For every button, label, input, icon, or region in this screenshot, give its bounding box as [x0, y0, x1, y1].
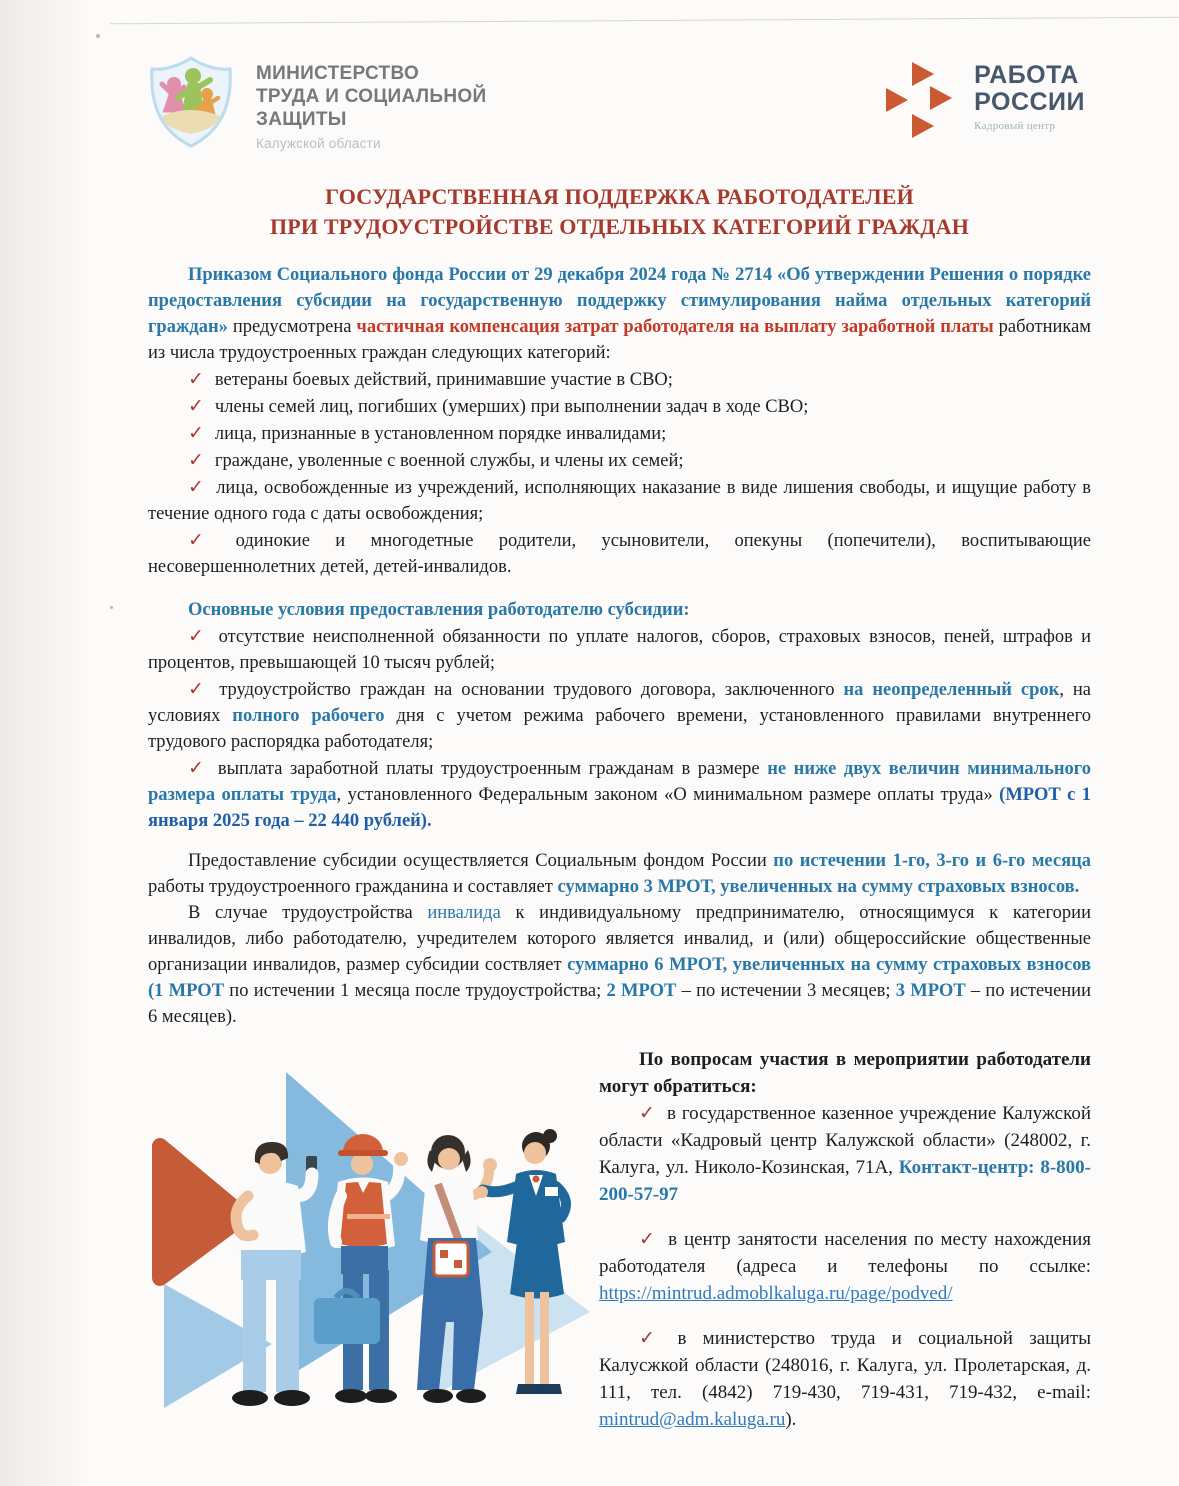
category-item: ✓ лица, освобожденные из учреждений, исполняющих наказание в виде лишения свободы, и ищущие работу в течение одного года с даты освобождения;: [148, 475, 1091, 524]
ministry-region: Калужской области: [256, 135, 381, 151]
conditions-heading: Основные условия предоставления работодателю субсидии:: [188, 599, 690, 620]
condition-item: ✓ трудоустройство граждан на основании трудового договора, заключенного на неопределенный срок, на условиях полного рабочего дня с учетом режима рабочего времени, установленного правилами внутреннего трудового распорядка работодателя;: [148, 677, 1091, 752]
ministry-name-line2: ТРУДА И СОЦИАЛЬНОЙ: [256, 86, 487, 108]
contact-item-kadrovy-center: ✓ в государственное казенное учреждение Калужской области «Кадровый центр Калужской области» (248002, г. Калуга, ул. Николо-Козинская, 71А, Контакт-центр: 8-800-200-57-97: [599, 1101, 1092, 1205]
spacer: [148, 580, 1091, 597]
category-item: ✓ лица, признанные в установленном порядке инвалидами;: [188, 421, 667, 444]
check-icon: ✓: [639, 1227, 658, 1250]
check-icon: ✓: [639, 1101, 657, 1124]
check-icon: ✓: [188, 367, 204, 390]
page-title-line1: ГОСУДАРСТВЕННАЯ ПОДДЕРЖКА РАБОТОДАТЕЛЕЙ: [325, 183, 914, 209]
ministry-name-line1: МИНИСТЕРСТВО: [256, 63, 420, 84]
intro-paragraph: Приказом Социального фонда России от 29 декабря 2024 года № 2714 «Об утверждении Решения о порядке предоставления субсидии на государственную поддержку стимулирования найма отдельных категорий граждан» предусмотрена частичная компенсация затрат работодателя на выплату заработной платы работникам из числа трудоустроенных граждан следующих категорий:: [148, 264, 1092, 363]
ministry-logo: [148, 54, 486, 152]
category-item: ✓ граждане, уволенные с военной службы, и члены их семей;: [188, 448, 684, 471]
spacer: [599, 1208, 1091, 1226]
check-icon: ✓: [188, 528, 225, 551]
link-email[interactable]: mintrud@adm.kaluga.ru: [599, 1408, 786, 1430]
check-icon: ✓: [188, 624, 208, 647]
page-title: [148, 182, 1091, 242]
rabota-rossii-triangles-icon: [886, 62, 960, 140]
briefcase-icon: [314, 1298, 380, 1344]
category-item: ✓ одинокие и многодетные родители, усыновители, опекуны (попечители), воспитывающие несовершеннолетних детей, детей-инвалидов.: [148, 528, 1091, 577]
link-podved[interactable]: https://mintrud.admoblkaluga.ru/page/podved/: [599, 1282, 953, 1304]
rabota-rossii-logo: [886, 54, 1085, 140]
rabota-subtitle: Кадровый центр: [974, 120, 1056, 132]
rabota-line2: РОССИИ: [974, 88, 1085, 116]
condition-item: ✓ отсутствие неисполненной обязанности по уплате налогов, сборов, страховых взносов, пеней, штрафов и процентов, превышающей 10 тысяч рублей;: [148, 624, 1092, 673]
check-icon: ✓: [188, 756, 207, 779]
check-icon: ✓: [188, 475, 206, 498]
rabota-rossii-wordmark: [974, 62, 1085, 116]
workers-illustration-svg: [138, 1046, 590, 1438]
check-icon: ✓: [188, 421, 204, 444]
category-item: ✓ ветераны боевых действий, принимавшие участие в СВО;: [188, 367, 673, 390]
spacer: [148, 834, 1091, 848]
contact-item-ministry: ✓ в министерство труда и социальной защиты Калусжкой области (248016, г. Калуга, ул. Пролетарская, д. 111, тел. (4842) 719-430, 719-431, 719-432, e-mail: mintrud@adm.kaluga.ru).: [599, 1326, 1091, 1430]
ministry-name: [256, 54, 486, 152]
rabota-rossii-text: [974, 62, 1085, 132]
page-title-line2: ПРИ ТРУДОУСТРОЙСТВЕ ОТДЕЛЬНЫХ КАТЕГОРИЙ ГРАЖДАН: [269, 213, 970, 239]
document-body: [148, 262, 1091, 1030]
spacer: [599, 1307, 1091, 1325]
bottom-section: [148, 1046, 1091, 1443]
document-header: [148, 54, 1091, 152]
check-icon: ✓: [188, 394, 204, 417]
check-icon: ✓: [188, 448, 204, 471]
ministry-shield-icon: [148, 54, 234, 150]
rabota-line1: РАБОТА: [974, 61, 1079, 89]
contacts-heading: По вопросам участия в мероприятии работодатели могут обратиться:: [599, 1048, 1091, 1097]
check-icon: ✓: [639, 1326, 667, 1349]
condition-item: ✓ выплата заработной платы трудоустроенным гражданам в размере не ниже двух величин минимального размера оплаты труда, установленного Федеральным законом «О минимальном размере оплаты труда» (МРОТ с 1 января 2025 года – 22 440 рублей).: [148, 756, 1091, 831]
check-icon: ✓: [188, 677, 209, 700]
subsidy-paragraph-2: В случае трудоустройства инвалида к индивидуальному предпринимателю, относящимуся к категории инвалидов, либо работодателю, учредителем которого является инвалид, и (или) общероссийские общественные организации инвалидов, размер субсидии соствляет суммарно 6 МРОТ, увеличенных на сумму страховых взносов (1 МРОТ по истечении 1 месяца после трудоустройства; 2 МРОТ – по истечении 3 месяцев; 3 МРОТ – по истечении 6 месяцев).: [148, 902, 1092, 1027]
badge-icon: [545, 1187, 558, 1196]
subsidy-paragraph-1: Предоставление субсидии осуществляется Социальным фондом России по истечении 1-го, 3-го и 6-го месяца работы трудоустроенного гражданина и составляет суммарно 3 МРОТ, увеличенных на сумму страховых взносов.: [148, 850, 1091, 897]
contacts-column: [599, 1046, 1091, 1433]
ministry-name-line3: ЗАЩИТЫ: [256, 109, 347, 131]
bag-icon: [434, 1242, 468, 1276]
workers-illustration: [138, 1046, 590, 1443]
category-item: ✓ члены семей лиц, погибших (умерших) при выполнении задач в ходе СВО;: [188, 394, 809, 417]
contact-item-employment-center: ✓ в центр занятости населения по месту нахождения работодателя (адреса и телефоны по ссылке: https://mintrud.admoblkaluga.ru/page/podved/: [599, 1227, 1092, 1304]
